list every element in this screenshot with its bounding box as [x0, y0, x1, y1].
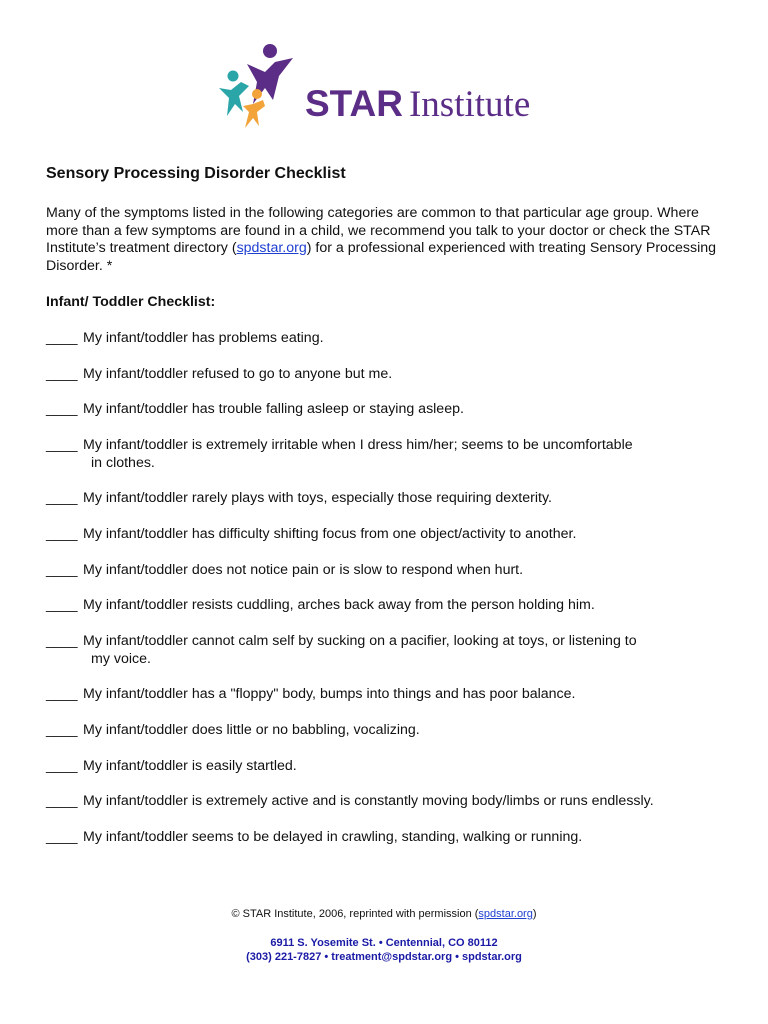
checklist-item — [46, 329, 736, 347]
checklist-item — [46, 400, 736, 418]
checklist-item — [46, 365, 736, 383]
item-line: My infant/toddler does not notice pain or is slow to respond when hurt. — [83, 561, 524, 578]
item-line: My infant/toddler rarely plays with toys, especially those requiring dexterity. — [83, 490, 552, 507]
item-line-continued: in clothes. — [91, 454, 155, 471]
checklist-item — [46, 596, 736, 614]
logo-institute: Institute — [408, 84, 531, 125]
item-text — [83, 721, 736, 739]
intro-text-after: ) for a professional experienced with treating Sensory Processing Disorder. * — [46, 240, 717, 274]
contact-line: (303) 221-7827 • treatment@spdstar.org • spdstar.org — [246, 951, 522, 963]
copyright-end: ) — [532, 908, 537, 920]
checklist-item — [46, 685, 736, 703]
footer-link[interactable]: spdstar.org — [478, 908, 533, 920]
page-title: Sensory Processing Disorder Checklist — [46, 165, 346, 182]
item-text — [83, 632, 736, 668]
intro-paragraph — [46, 205, 726, 275]
item-line: My infant/toddler has difficulty shifting focus from one object/activity to another. — [83, 525, 577, 542]
answer-blank[interactable]: ____ — [46, 490, 78, 507]
item-line: My infant/toddler is easily startled. — [83, 757, 297, 774]
item-text — [83, 757, 736, 775]
answer-blank[interactable]: ____ — [46, 401, 78, 418]
answer-blank[interactable]: ____ — [46, 330, 78, 346]
answer-blank[interactable]: ____ — [46, 597, 78, 614]
answer-blank[interactable]: ____ — [46, 721, 78, 738]
item-text — [83, 596, 736, 614]
item-line: My infant/toddler has problems eating. — [83, 330, 324, 346]
item-line: My infant/toddler is extremely irritable when I dress him/her; seems to be uncomfortable — [83, 436, 633, 453]
item-text — [83, 489, 736, 507]
address-line: 6911 S. Yosemite St. • Centennial, CO 80112 — [270, 937, 498, 949]
star-figures-icon — [213, 42, 305, 132]
logo-wordmark — [305, 82, 530, 127]
checklist-item — [46, 828, 736, 846]
section-heading: Infant/ Toddler Checklist: — [46, 294, 216, 310]
item-line-continued: my voice. — [91, 650, 151, 667]
item-line: My infant/toddler refused to go to anyone but me. — [83, 365, 393, 382]
item-line: My infant/toddler resists cuddling, arches back away from the person holding him. — [83, 597, 595, 614]
copyright-line — [0, 908, 768, 920]
checklist — [46, 329, 736, 863]
item-text — [83, 365, 736, 383]
answer-blank[interactable]: ____ — [46, 757, 78, 774]
item-text — [83, 436, 736, 472]
answer-blank[interactable]: ____ — [46, 793, 78, 810]
contact-block — [0, 936, 768, 964]
item-line: My infant/toddler seems to be delayed in crawling, standing, walking or running. — [83, 828, 583, 845]
item-line: My infant/toddler has trouble falling asleep or staying asleep. — [83, 401, 464, 418]
checklist-item — [46, 525, 736, 543]
copyright-text: © STAR Institute, 2006, reprinted with permission ( — [231, 908, 479, 920]
item-text — [83, 828, 736, 846]
item-line: My infant/toddler is extremely active and is constantly moving body/limbs or runs endlessly. — [83, 793, 654, 810]
item-text — [83, 561, 736, 579]
answer-blank[interactable]: ____ — [46, 828, 78, 845]
item-line: My infant/toddler does little or no babbling, vocalizing. — [83, 721, 420, 738]
checklist-item — [46, 792, 736, 810]
star-institute-logo — [213, 42, 573, 132]
checklist-item — [46, 757, 736, 775]
item-text — [83, 400, 736, 418]
answer-blank[interactable]: ____ — [46, 686, 78, 703]
answer-blank[interactable]: ____ — [46, 525, 78, 542]
item-text — [83, 329, 736, 347]
checklist-item — [46, 561, 736, 579]
checklist-item — [46, 721, 736, 739]
item-text — [83, 792, 736, 810]
answer-blank[interactable]: ____ — [46, 365, 78, 382]
item-text — [83, 685, 736, 703]
checklist-item — [46, 632, 736, 668]
item-line: My infant/toddler has a "floppy" body, bumps into things and has poor balance. — [83, 686, 576, 703]
logo-star: STAR — [305, 83, 403, 124]
directory-link[interactable]: spdstar.org — [236, 240, 307, 256]
checklist-item — [46, 436, 736, 472]
answer-blank[interactable]: ____ — [46, 561, 78, 578]
checklist-item — [46, 489, 736, 507]
intro-text-before: Many of the symptoms listed in the following categories are common to that particular age group. Where more than a few symptoms are found in a child, we recommend you talk to your doctor or check the STAR Institute’s treatment directory ( — [46, 205, 711, 256]
answer-blank[interactable]: ____ — [46, 436, 78, 453]
item-text — [83, 525, 736, 543]
answer-blank[interactable]: ____ — [46, 632, 78, 649]
item-line: My infant/toddler cannot calm self by sucking on a pacifier, looking at toys, or listening to — [83, 632, 637, 649]
